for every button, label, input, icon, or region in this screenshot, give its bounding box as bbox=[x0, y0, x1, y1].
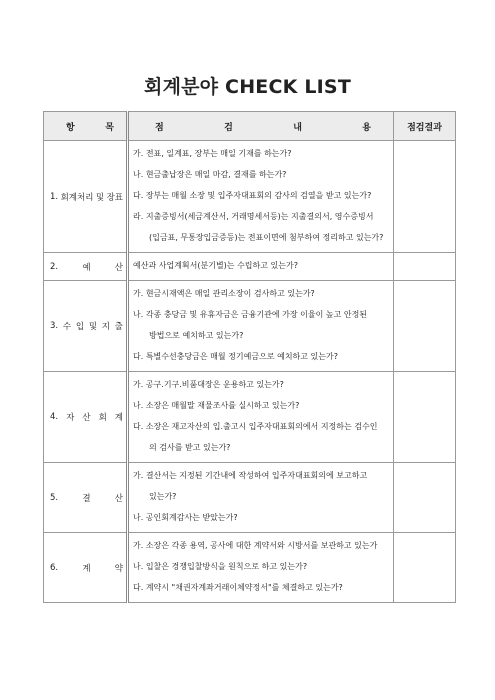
row-label-part: 산 bbox=[114, 262, 123, 273]
row-item-label bbox=[44, 463, 128, 533]
header-item-a: 항 bbox=[66, 122, 75, 133]
row-label-part: 회계처리 bbox=[60, 192, 94, 203]
row-content bbox=[128, 281, 394, 372]
row-item-label bbox=[44, 372, 128, 463]
row-label-part: 회 bbox=[98, 413, 107, 423]
result-cell[interactable] bbox=[394, 463, 456, 533]
check-item-line: 나. 소장은 매월말 재물조사를 실시하고 있는가? bbox=[133, 401, 300, 410]
check-item-line: 나. 각종 충당금 및 유휴자금은 금융기관에 가장 이율이 높고 안정된 bbox=[133, 310, 368, 319]
check-item-line: 나. 현금출납장은 매일 마감, 결재를 하는가? bbox=[133, 170, 287, 179]
check-item-line: (입금표, 무통장입금증등)는 전표이면에 첨부하여 정리하고 있는가? bbox=[149, 233, 384, 242]
row-label-part: 자 bbox=[66, 413, 75, 423]
check-item-line: 라. 지출증빙서(세금계산서, 거래명세서등)는 지출결의서, 영수증빙서 bbox=[133, 212, 374, 221]
result-cell[interactable] bbox=[394, 372, 456, 463]
header-content bbox=[128, 112, 394, 141]
header-content-char: 내 bbox=[293, 122, 302, 133]
header-item bbox=[44, 112, 128, 141]
row-item-label bbox=[44, 281, 128, 372]
row-content bbox=[128, 463, 394, 533]
check-item-line: 가. 결산서는 지정된 기간내에 작성하여 입주자대표회의에 보고하고 bbox=[133, 471, 368, 480]
row-number: 5. bbox=[50, 492, 59, 503]
row-label-part: 및 bbox=[88, 322, 98, 332]
header-result: 점검결과 bbox=[394, 112, 456, 141]
header-item-b: 목 bbox=[105, 122, 114, 133]
row-label-part: 예 bbox=[82, 262, 91, 273]
row-label-part: 수 bbox=[62, 322, 72, 332]
row-content bbox=[128, 533, 394, 603]
row-number: 6. bbox=[50, 562, 59, 573]
table-row bbox=[44, 253, 456, 281]
row-number: 1. bbox=[50, 191, 59, 202]
check-item-line: 방법으로 예치하고 있는가? bbox=[149, 331, 244, 340]
row-number: 3. bbox=[50, 321, 59, 331]
row-label-part: 결 bbox=[82, 493, 91, 504]
row-content bbox=[128, 141, 394, 253]
row-label-part: 계 bbox=[82, 563, 91, 574]
table-row bbox=[44, 372, 456, 463]
check-item-line: 있는가? bbox=[149, 492, 177, 501]
row-number: 4. bbox=[50, 412, 59, 422]
result-cell[interactable] bbox=[394, 281, 456, 372]
row-content bbox=[128, 372, 394, 463]
checklist-table bbox=[43, 111, 456, 603]
check-item-line: 가. 공구.기구.비품대장은 운용하고 있는가? bbox=[133, 380, 284, 389]
header-content-char: 점 bbox=[155, 122, 164, 133]
row-label-part: 입 bbox=[75, 322, 85, 332]
row-item-label bbox=[44, 141, 128, 253]
header-content-char: 검 bbox=[224, 122, 233, 133]
table-row bbox=[44, 141, 456, 253]
check-item-line: 가. 소장은 각종 용역, 공사에 대한 계약서와 시방서를 보관하고 있는가 bbox=[133, 541, 378, 550]
row-content bbox=[128, 253, 394, 281]
result-cell[interactable] bbox=[394, 253, 456, 281]
row-label-part: 장표 bbox=[106, 192, 123, 203]
check-item-line: 다. 계약시 "채권자계좌거래이체약정서"를 체결하고 있는가? bbox=[133, 583, 343, 592]
row-label-part: 계 bbox=[114, 413, 123, 423]
check-item-line: 다. 특별수선충당금은 매월 정기예금으로 예치하고 있는가? bbox=[133, 352, 338, 361]
row-label-part: 산 bbox=[82, 413, 91, 423]
row-item-label bbox=[44, 253, 128, 281]
check-item-line: 가. 현금시재액은 매일 관리소장이 검사하고 있는가? bbox=[133, 289, 315, 298]
check-item-line: 다. 장부는 매월 소장 및 입주자대표회의 감사의 검열을 받고 있는가? bbox=[133, 191, 372, 200]
header-content-char: 용 bbox=[362, 122, 371, 133]
check-item-line: 나. 공인회계감사는 받았는가? bbox=[133, 513, 238, 522]
header-row bbox=[44, 112, 456, 141]
check-item-line: 가. 전표, 일계표, 장부는 매일 기재를 하는가? bbox=[133, 149, 292, 158]
result-cell[interactable] bbox=[394, 533, 456, 603]
row-label-part: 약 bbox=[114, 563, 123, 574]
table-row bbox=[44, 533, 456, 603]
row-label-part: 출 bbox=[114, 322, 123, 332]
row-number: 2. bbox=[50, 261, 59, 272]
row-label-part: 산 bbox=[114, 493, 123, 504]
row-label-part: 지 bbox=[101, 322, 110, 332]
table-row bbox=[44, 463, 456, 533]
row-label-part: 및 bbox=[95, 192, 105, 203]
check-item-line: 의 검사를 받고 있는가? bbox=[149, 443, 231, 452]
check-item-line: 나. 입찰은 경쟁입찰방식을 원칙으로 하고 있는가? bbox=[133, 562, 308, 571]
row-item-label bbox=[44, 533, 128, 603]
page-title: 회계분야 CHECK LIST bbox=[144, 76, 351, 98]
check-item-line: 다. 소장은 재고자산의 입.출고시 입주자대표회의에서 지정하는 검수인 bbox=[133, 422, 378, 431]
table-row bbox=[44, 281, 456, 372]
result-cell[interactable] bbox=[394, 141, 456, 253]
check-item-line: 예산과 사업계획서(분기별)는 수립하고 있는가? bbox=[133, 261, 298, 270]
